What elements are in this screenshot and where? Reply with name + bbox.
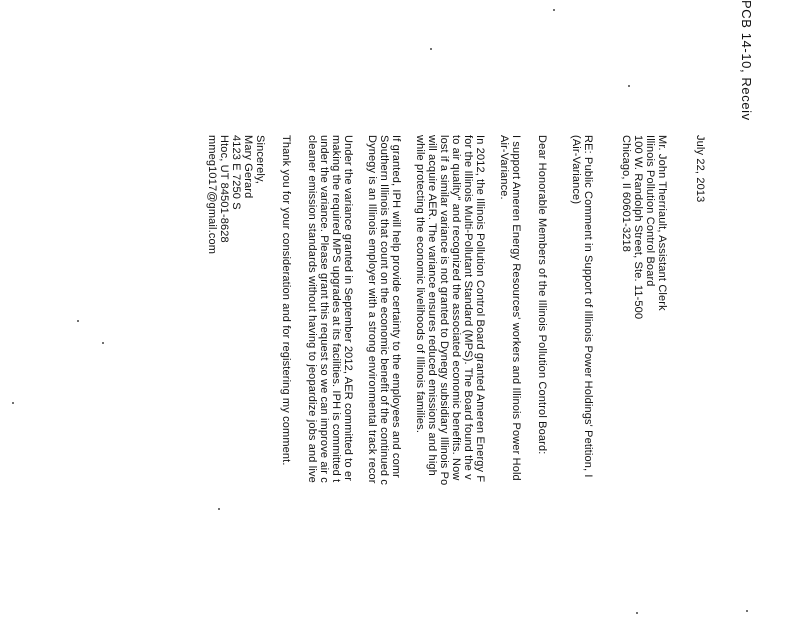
recipient-line-1: Mr. John Therriault, Assistant Clerk: [656, 135, 668, 311]
paragraph-4-line-3: under the variance. Please grant this request so we can improve air c: [318, 135, 330, 483]
paragraph-4-line-4: cleaner emission standards without having to jeopardize jobs and live: [306, 135, 318, 483]
paragraph-3-line-3: Dynegy is an Illinois employer with a strong environmental track recor: [366, 135, 378, 484]
paragraph-2-line-6: while protecting the economic livelihoods of Illinois families.: [414, 135, 426, 434]
recipient-line-2: Illinois Pollution Control Board: [644, 135, 656, 287]
paragraph-4-line-1: Under the variance granted in September 2012, AER committed to er: [342, 135, 354, 482]
paragraph-3-line-2: Southern Illinois that count on the economic benefit of the continued c: [378, 135, 390, 486]
scan-speck: [628, 85, 630, 87]
paragraph-1-line-2: Air-Variance.: [498, 135, 510, 200]
signer-city: Htoc, UT 84501-8628: [218, 135, 230, 243]
scan-speck: [430, 48, 432, 50]
scan-speck: [553, 9, 555, 11]
paragraph-4-line-2: making the required MPS upgrades at its facilities. IPH is committed t: [330, 135, 342, 483]
recipient-line-4: Chicago, Il 60601-3218: [620, 135, 632, 253]
scan-speck: [746, 610, 748, 612]
signoff: Sincerely,: [254, 135, 266, 184]
docket-header: PCB 14-10, Receiv: [739, 0, 754, 121]
closing-thanks: Thank you for your consideration and for registering my comment.: [280, 135, 292, 466]
scan-speck: [77, 320, 79, 322]
paragraph-1-line-1: I support Ameren Energy Resources' workers and Illinois Power Hold: [510, 135, 522, 481]
paragraph-2-line-2: for the Illinois Multi-Pollutant Standard (MPS). The Board found the v: [462, 135, 474, 480]
paragraph-2-line-4: lost if a similar variance is not granted to Dynegy subsidiary Illinois Po: [438, 135, 450, 486]
recipient-line-3: 100 W. Randolph Street, Ste. 11-500: [632, 135, 644, 320]
paragraph-2-line-1: In 2012, the Illinois Pollution Control Board granted Ameren Energy F: [474, 135, 486, 483]
scan-speck: [636, 612, 638, 614]
scan-speck: [12, 402, 14, 404]
paragraph-2-line-3: to air quality" and recognized the associated economic benefits. Now: [450, 135, 462, 481]
signer-email: mmeg1017@gmail.com: [206, 135, 218, 255]
letter-date: July 22, 2013: [694, 135, 706, 203]
signer-street: 4123 E 7250 S: [230, 135, 242, 210]
scan-speck: [102, 342, 104, 344]
salutation: Dear Honorable Members of the Illinois Pollution Control Board:: [536, 135, 548, 455]
paragraph-2-line-5: will acquire AER. The variance ensures reduced emissions and high: [426, 135, 438, 476]
scan-speck: [218, 508, 220, 510]
paragraph-3-line-1: If granted, IPH will help provide certainty to the employees and comr: [390, 135, 402, 478]
subject-line-1: RE: Public Comment in Support of Illinois Power Holdings' Petition, I: [582, 135, 594, 478]
signer-name: Mary Gerard: [242, 135, 254, 199]
subject-line-2: (Air-Variance): [570, 135, 582, 205]
